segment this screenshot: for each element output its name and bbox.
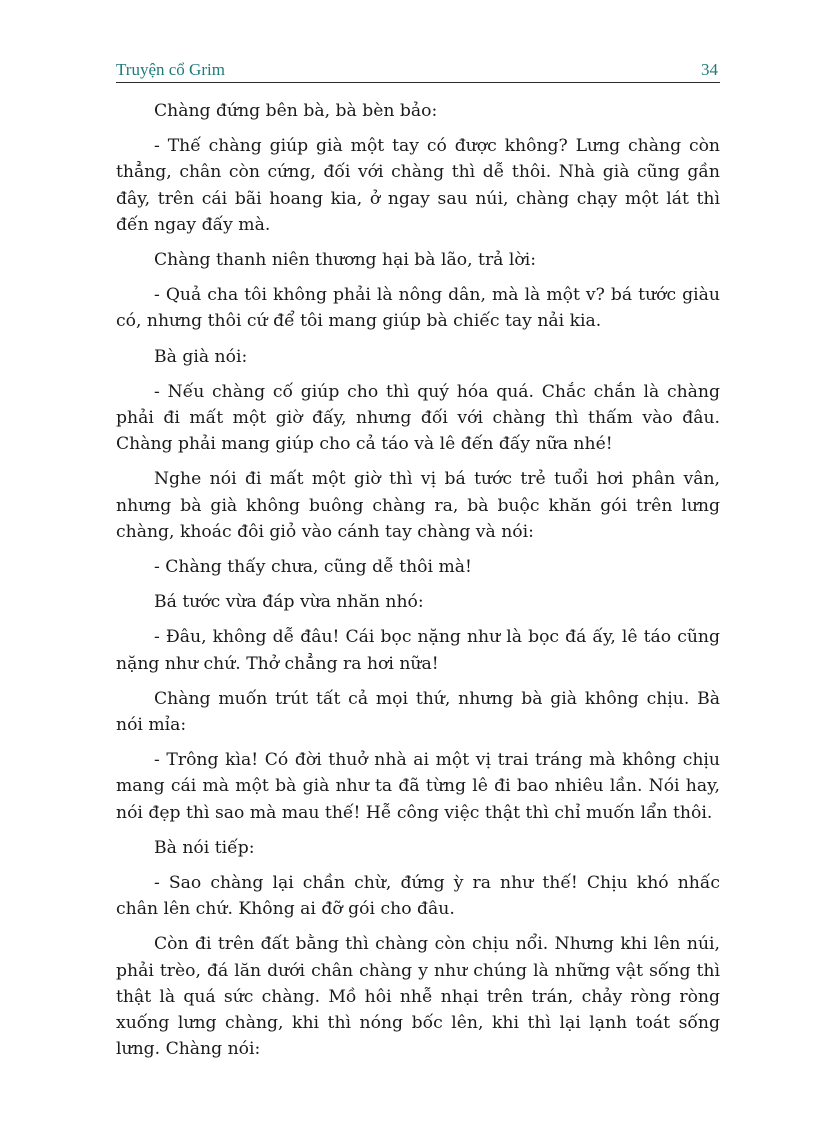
paragraph: Chàng thanh niên thương hại bà lão, trả lời: <box>154 250 537 271</box>
paragraph: - Trông kìa! Có đời thuở nhà ai một vị trai tráng mà không chịu mang cái mà một bà già như ta đã từng lê đi bao nhiêu lần. Nói hay, nói đẹp thì sao mà mau thế! Hễ công việc thật thì chỉ muốn lẩn thôi. <box>116 750 720 823</box>
paragraph: Chàng muốn trút tất cả mọi thứ, nhưng bà già không chịu. Bà nói mỉa: <box>116 688 720 736</box>
paragraph: - Đâu, không dễ đâu! Cái bọc nặng như là bọc đá ấy, lê táo cũng nặng như chứ. Thở chẳng ra hơi nữa! <box>116 627 720 674</box>
paragraph: Bá tước vừa đáp vừa nhăn nhó: <box>154 592 424 613</box>
paragraph: Nghe nói đi mất một giờ thì vị bá tước trẻ tuổi hơi phân vân, nhưng bà già không buông chàng ra, bà buộc khăn gói trên lưng chàng, khoác đôi giỏ vào cánh tay chàng và nói: <box>116 469 720 542</box>
paragraph: Bà già nói: <box>154 346 248 367</box>
paragraph: Chàng đứng bên bà, bà bèn bảo: <box>154 101 438 121</box>
header-title: Truyện cổ Grim <box>116 60 225 79</box>
paragraph: - Quả cha tôi không phải là nông dân, mà là một v? bá tước giàu có, nhưng thôi cứ để tôi mang giúp bà chiếc tay nải kia. <box>116 285 720 332</box>
paragraph: Còn đi trên đất bằng thì chàng còn chịu nổi. Nhưng khi lên núi, phải trèo, đá lăn dưới chân chàng y như chúng là những vật sống thì thật là quá sức chàng. Mồ hôi nhễ nhại trên trán, chảy ròng ròng xuống lưng chàng, khi thì nóng bốc lên, khi thì lại lạnh toát sống lưng. Chàng nói: <box>116 934 720 1060</box>
paragraph: - Nếu chàng cố giúp cho thì quý hóa quá. Chắc chắn là chàng phải đi mất một giờ đấy, nhưng đối với chàng thì thấm vào đâu. Chàng phải mang giúp cho cả táo và lê đến đấy nữa nhé! <box>116 381 720 455</box>
page-body <box>116 98 720 1072</box>
page-header <box>116 58 720 83</box>
paragraph: - Sao chàng lại chần chừ, đứng ỳ ra như thế! Chịu khó nhấc chân lên chứ. Không ai đỡ gói cho đâu. <box>116 873 720 920</box>
page-number: 34 <box>701 60 718 79</box>
paragraph: Bà nói tiếp: <box>154 837 255 858</box>
paragraph: - Chàng thấy chưa, cũng dễ thôi mà! <box>154 557 472 578</box>
paragraph: - Thế chàng giúp già một tay có được không? Lưng chàng còn thẳng, chân còn cứng, đối với chàng thì dễ thôi. Nhà già cũng gần đây, trên cái bãi hoang kia, ở ngay sau núi, chàng chạy một lát thì đến ngay đấy mà. <box>116 136 720 235</box>
